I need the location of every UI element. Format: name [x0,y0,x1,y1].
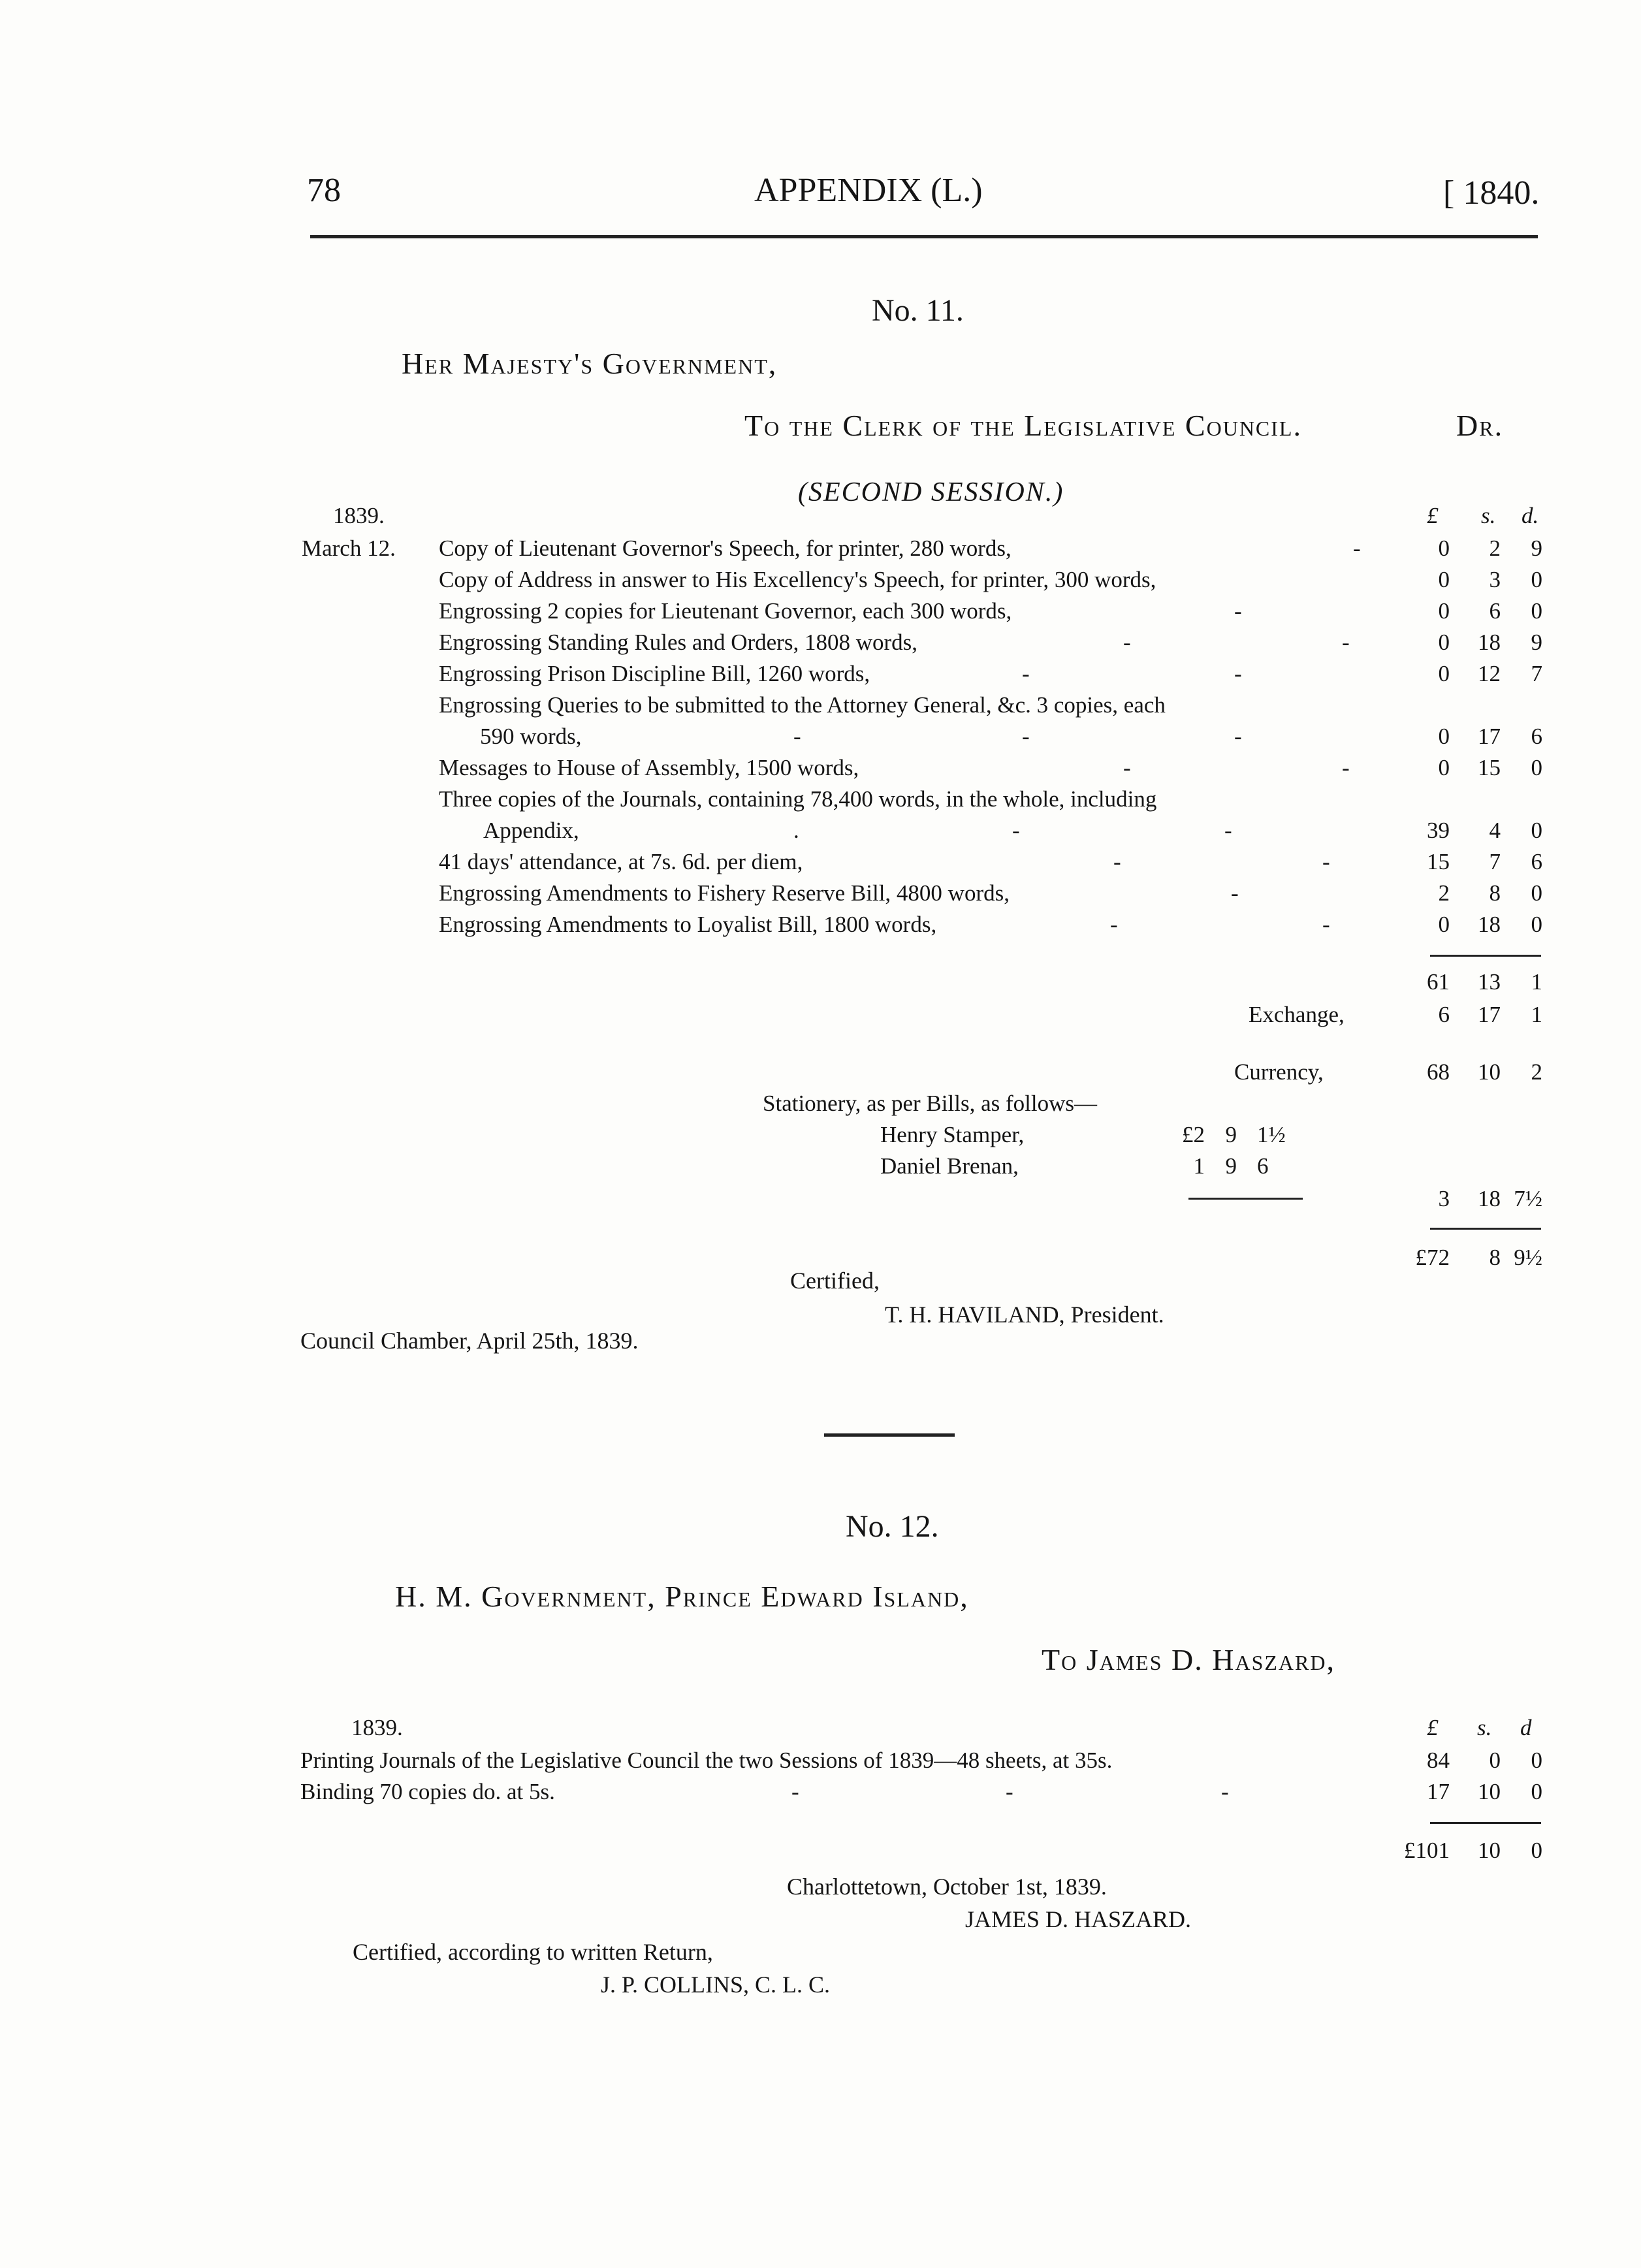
total-pence: 0 [1531,1838,1542,1863]
leader-dash: - [1234,724,1242,749]
subtotal-pence: 1 [1531,969,1542,995]
item-pence: 0 [1531,818,1542,843]
leader-dash: - [1110,912,1118,937]
item-description: Engrossing Queries to be submitted to the Attorney General, &c. 3 copies, each [439,692,1166,718]
item-pence: 0 [1531,1779,1542,1804]
item-pounds: 39 [1427,818,1450,843]
item-pence: 9 [1531,535,1542,561]
item-shillings: 4 [1489,818,1501,843]
leader-dash: - [1221,1779,1229,1804]
exchange-pounds: 6 [1438,1002,1450,1027]
stationer-name: Henry Stamper, [880,1122,1025,1147]
item-pence: 7 [1531,661,1542,686]
page-number: 78 [307,172,341,209]
item-pounds: 0 [1438,630,1450,655]
bill11-item [0,784,1641,815]
bill12-column-header [0,1712,1641,1744]
item-pounds: 0 [1438,567,1450,592]
header-rule [310,235,1538,238]
item-description: Three copies of the Journals, containing 78,400 words, in the whole, including [439,786,1157,812]
item-pence: 0 [1531,755,1542,780]
item-description: Binding 70 copies do. at 5s. [300,1779,555,1804]
item-description: Engrossing Prison Discipline Bill, 1260 words, [439,661,870,686]
stationery-total [0,1183,1641,1215]
bill11-signatory: T. H. HAVILAND, President. [885,1302,1164,1328]
stationer-pence: 1½ [1257,1122,1286,1147]
bill11-exchange [0,999,1641,1030]
stationer-shillings: 9 [1225,1122,1237,1147]
item-shillings: 18 [1478,630,1501,655]
pence-heading: d. [1522,503,1539,528]
bill11-year: 1839. [333,503,385,528]
bill11-item [0,752,1641,784]
leader-dash: - [1322,849,1330,874]
item-pence: 6 [1531,849,1542,874]
exchange-label: Exchange, [1249,1002,1345,1027]
leader-dash: - [1322,912,1330,937]
stationer-pence: 6 [1257,1153,1269,1179]
currency-label: Currency, [1234,1059,1324,1085]
leader-dash: - [1234,661,1242,686]
pounds-heading: £ [1427,1715,1439,1740]
leader-dash: - [1342,630,1350,655]
bill11-item-continuation [0,815,1641,846]
item-shillings: 2 [1489,535,1501,561]
bill12-certified: Certified, according to written Return, [353,1939,713,1965]
subtotal-pounds: 61 [1427,969,1450,995]
stationery-total-shillings: 18 [1478,1186,1501,1211]
bill11-number: No. 11. [872,293,964,328]
item-pounds: 84 [1427,1748,1450,1773]
item-pence: 0 [1531,880,1542,906]
item-pounds: 15 [1427,849,1450,874]
leader-dash: - [1123,630,1131,655]
item-pounds: 0 [1438,598,1450,624]
currency-pence: 2 [1531,1059,1542,1085]
item-description: Engrossing Amendments to Loyalist Bill, 1800 words, [439,912,937,937]
leader-dash: . [793,818,799,843]
leader-dash: - [793,724,801,749]
bill12-item [0,1745,1641,1776]
item-shillings: 0 [1489,1748,1501,1773]
leader-dash: - [1231,880,1239,906]
bill11-dr: Dr. [1456,409,1504,442]
bill12-total [0,1835,1641,1866]
item-shillings: 7 [1489,849,1501,874]
item-description: Copy of Address in answer to His Excellency's Speech, for printer, 300 words, [439,567,1156,592]
bill12-debtor: H. M. Government, Prince Edward Island, [395,1580,969,1613]
total-pence: 9½ [1514,1245,1542,1270]
stationer-pounds: £2 [1182,1122,1205,1147]
subtotal-rule [1430,955,1541,957]
bill12-total-rule [1430,1822,1541,1824]
item-pounds: 0 [1438,661,1450,686]
stationer-name: Daniel Brenan, [880,1153,1019,1179]
bill11-item [0,564,1641,596]
leader-dash: - [1022,724,1030,749]
bill11-item [0,596,1641,627]
item-shillings: 12 [1478,661,1501,686]
bill11-subtotal [0,966,1641,998]
item-description: 41 days' attendance, at 7s. 6d. per diem, [439,849,803,874]
item-pence: 0 [1531,567,1542,592]
item-description: Engrossing Standing Rules and Orders, 1808 words, [439,630,918,655]
item-pence: 0 [1531,598,1542,624]
item-pounds: 0 [1438,724,1450,749]
bill12-number: No. 12. [846,1509,939,1544]
page-year: [ 1840. [1443,174,1540,212]
bill11-item-continuation [0,721,1641,752]
item-continuation: Appendix, [483,818,579,843]
item-description: Engrossing Amendments to Fishery Reserve Bill, 4800 words, [439,880,1010,906]
bill11-item [0,878,1641,909]
bill11-place-date: Council Chamber, April 25th, 1839. [300,1328,639,1354]
stationery-total-pounds: 3 [1438,1186,1450,1211]
stationery-line [0,1119,1641,1151]
bill11-item [0,846,1641,878]
stationer-pounds: 1 [1193,1153,1205,1179]
total-shillings: 8 [1489,1245,1501,1270]
leader-dash: - [1022,661,1030,686]
total-pounds: £101 [1404,1838,1450,1863]
item-shillings: 8 [1489,880,1501,906]
page-title: APPENDIX (L.) [754,172,983,209]
bill12-item [0,1776,1641,1808]
bill11-creditor: To the Clerk of the Legislative Council. [744,409,1302,442]
item-pence: 6 [1531,724,1542,749]
bill11-session: (SECOND SESSION.) [798,477,1064,507]
item-pounds: 0 [1438,535,1450,561]
item-shillings: 15 [1478,755,1501,780]
bill11-currency [0,1057,1641,1088]
stationery-label: Stationery, as per Bills, as follows— [763,1091,1097,1116]
bill11-item [0,627,1641,658]
subtotal-shillings: 13 [1478,969,1501,995]
total-pounds: £72 [1415,1245,1450,1270]
item-pence: 0 [1531,912,1542,937]
leader-dash: - [1353,535,1361,561]
item-pence: 0 [1531,1748,1542,1773]
bill11-item [0,533,1641,564]
item-pence: 9 [1531,630,1542,655]
bill11-item [0,690,1641,721]
currency-shillings: 10 [1478,1059,1501,1085]
shillings-heading: s. [1481,503,1496,528]
leader-dash: - [1006,1779,1013,1804]
item-shillings: 6 [1489,598,1501,624]
shillings-heading: s. [1477,1715,1492,1740]
bill12-creditor: To James D. Haszard, [1042,1643,1335,1676]
item-shillings: 3 [1489,567,1501,592]
bill11-item [0,658,1641,690]
bill12-year: 1839. [351,1715,403,1740]
leader-dash: - [1012,818,1020,843]
exchange-pence: 1 [1531,1002,1542,1027]
leader-dash: - [1224,818,1232,843]
stationery-line [0,1151,1641,1182]
exchange-shillings: 17 [1478,1002,1501,1027]
leader-dash: - [1113,849,1121,874]
bill11-item [0,909,1641,940]
item-pounds: 0 [1438,755,1450,780]
item-continuation: 590 words, [480,724,582,749]
bill12-signatory: JAMES D. HASZARD. [965,1906,1192,1932]
bill11-debtor: Her Majesty's Government, [402,347,778,380]
leader-dash: - [791,1779,799,1804]
item-shillings: 18 [1478,912,1501,937]
bill12-place-date: Charlottetown, October 1st, 1839. [787,1874,1107,1900]
pounds-heading: £ [1427,503,1439,528]
bill11-certified: Certified, [790,1268,880,1294]
total-rule [1430,1228,1541,1230]
item-pounds: 17 [1427,1779,1450,1804]
item-description: Messages to House of Assembly, 1500 words, [439,755,859,780]
bill11-date: March 12. [302,535,396,561]
item-shillings: 10 [1478,1779,1501,1804]
item-description: Printing Journals of the Legislative Council the two Sessions of 1839—48 sheets, at 35s. [300,1748,1113,1773]
stationer-shillings: 9 [1225,1153,1237,1179]
currency-pounds: 68 [1427,1059,1450,1085]
item-shillings: 17 [1478,724,1501,749]
stationery-total-pence: 7½ [1514,1186,1542,1211]
bill11-column-header [0,500,1641,532]
pence-heading: d [1520,1715,1532,1740]
item-pounds: 0 [1438,912,1450,937]
item-pounds: 2 [1438,880,1450,906]
leader-dash: - [1123,755,1131,780]
total-shillings: 10 [1478,1838,1501,1863]
section-divider [824,1433,955,1437]
leader-dash: - [1234,598,1242,624]
item-description: Copy of Lieutenant Governor's Speech, for printer, 280 words, [439,535,1012,561]
stationery-heading [0,1088,1641,1119]
item-description: Engrossing 2 copies for Lieutenant Governor, each 300 words, [439,598,1012,624]
bill12-clerk: J. P. COLLINS, C. L. C. [601,1972,831,1998]
leader-dash: - [1342,755,1350,780]
